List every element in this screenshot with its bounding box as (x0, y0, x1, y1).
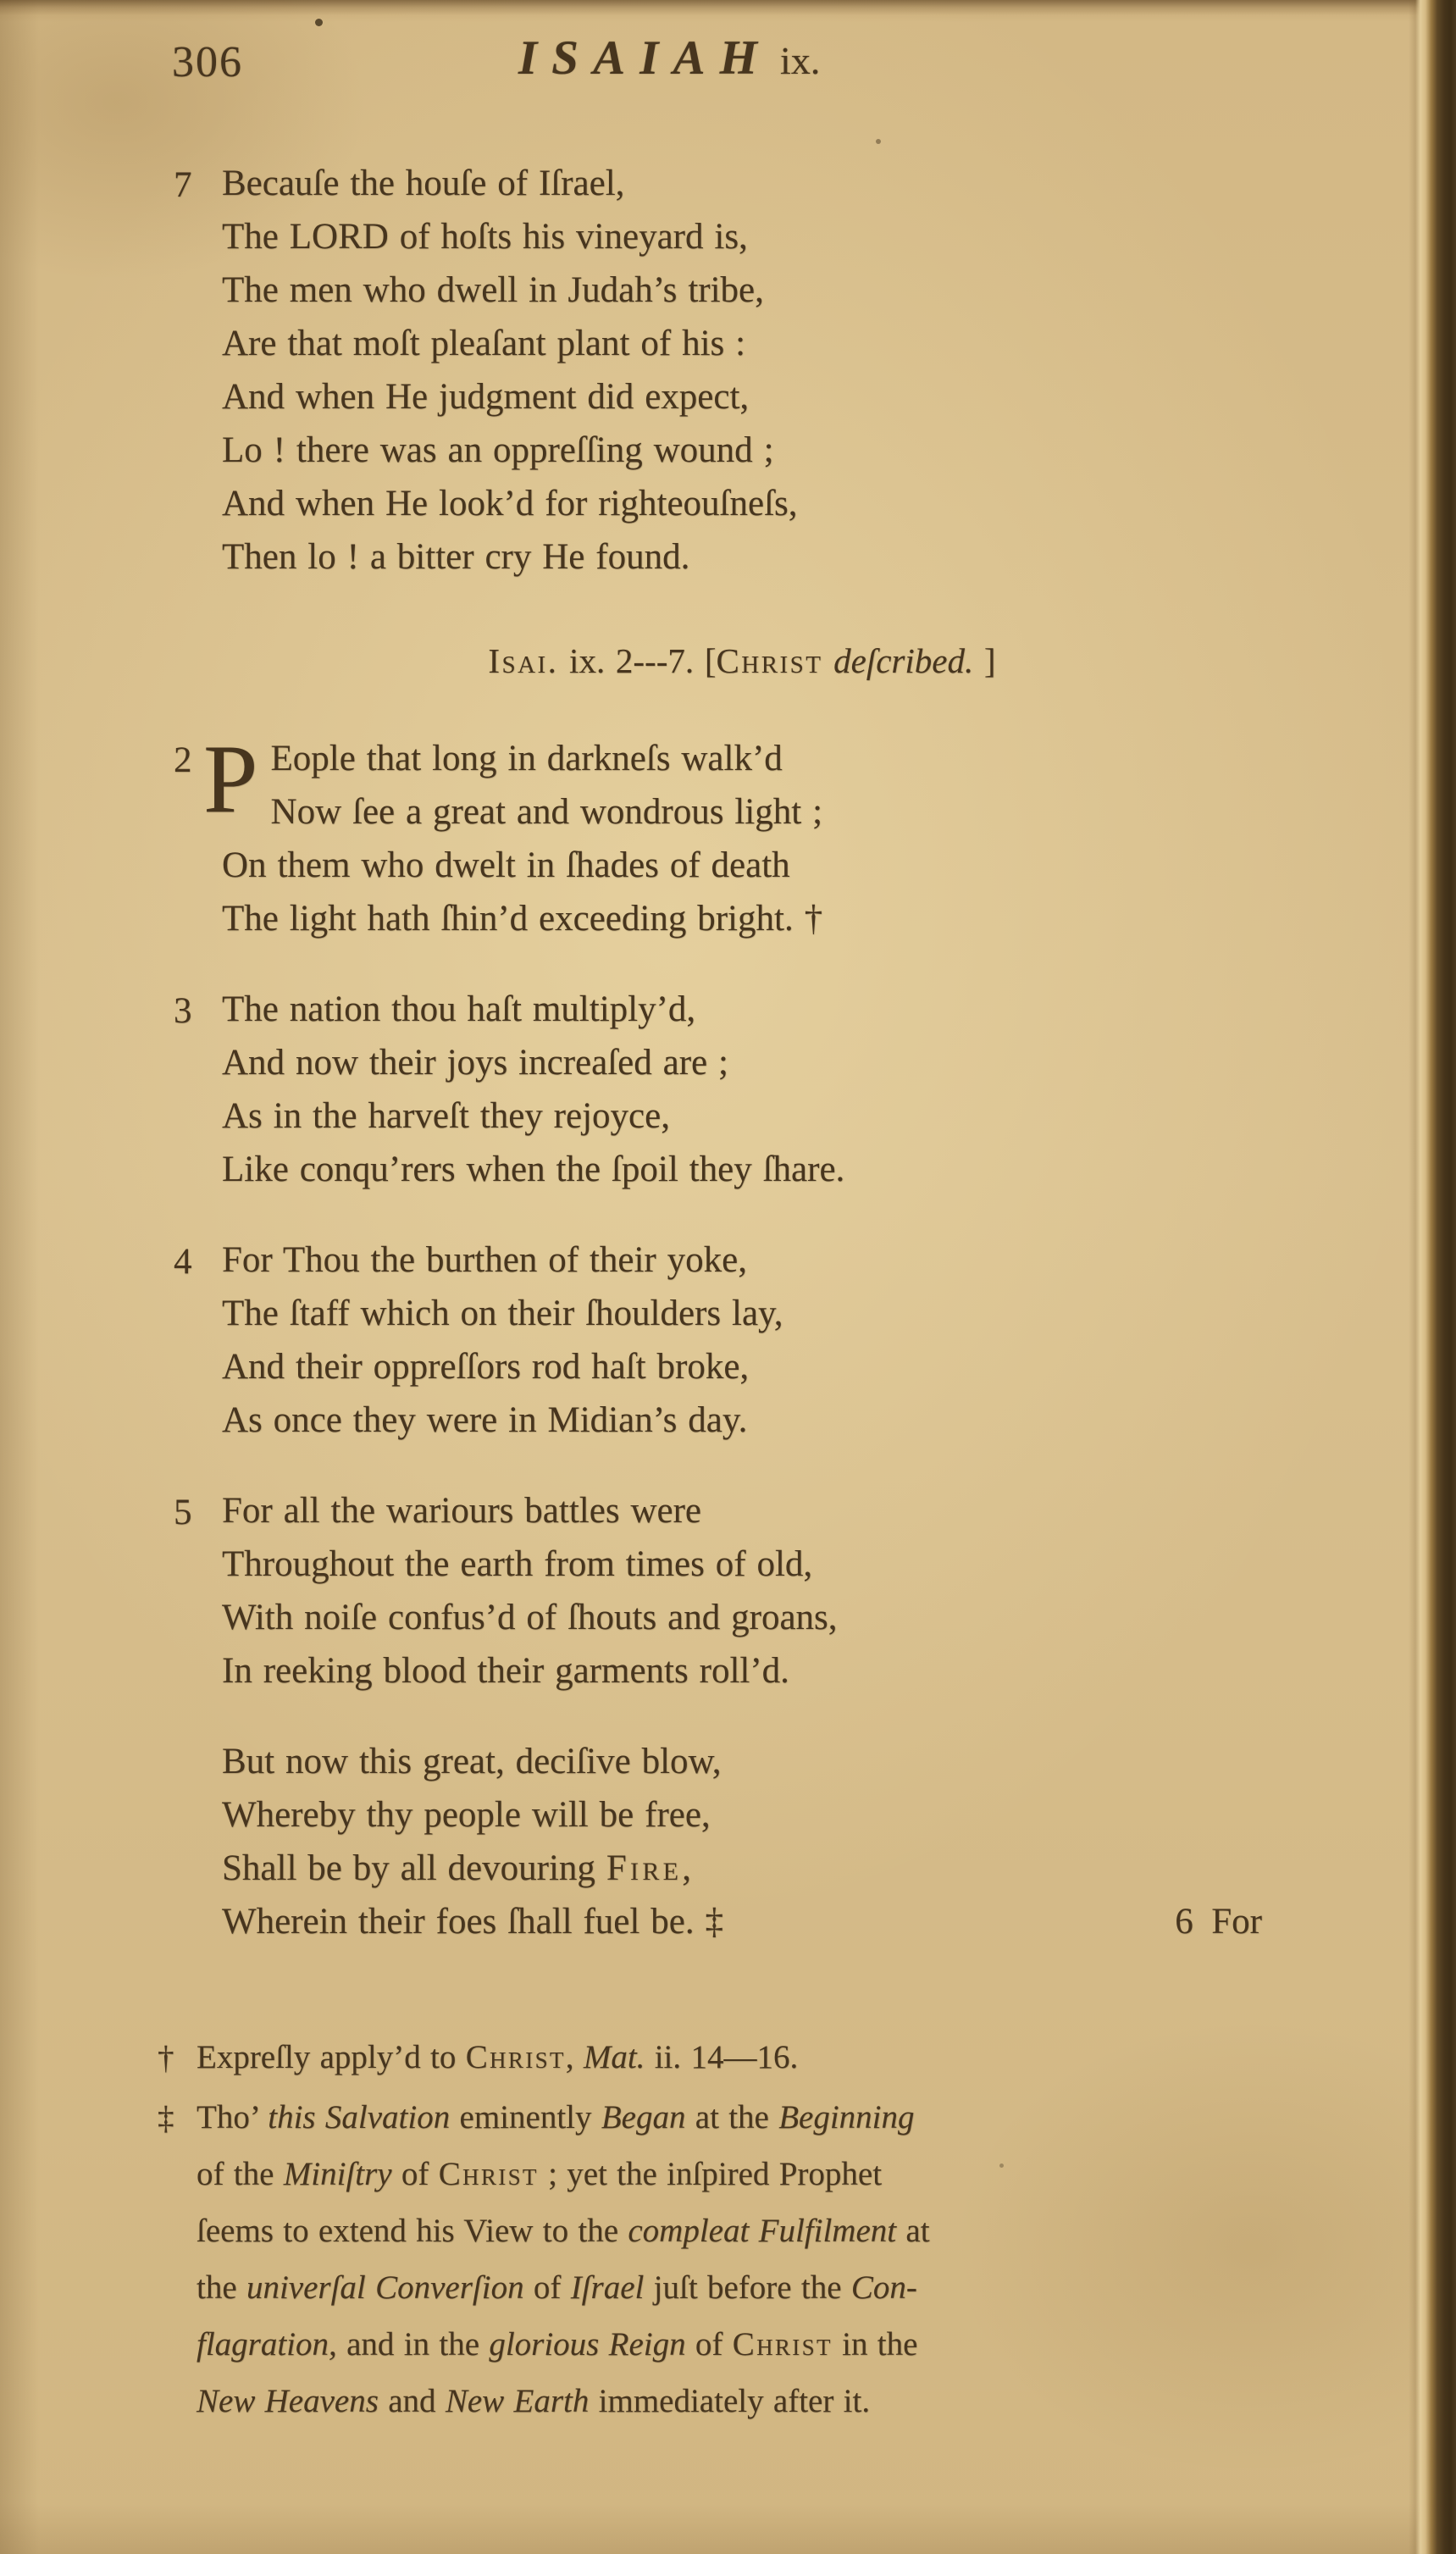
text-segment: and (378, 2383, 446, 2419)
text-segment: Began (601, 2099, 686, 2136)
poem-line: And when He judgment did expect, (222, 377, 750, 417)
poem-line: And when He look’d for righteouſneſs, (222, 484, 798, 524)
footnote-line (197, 2089, 1262, 2146)
text-segment: in the (832, 2326, 918, 2363)
poem-line: In reeking blood their garments roll’d. (222, 1651, 789, 1691)
poem-line: Wherein their foes ſhall fuel be. ‡ (222, 1902, 723, 1942)
text-segment: Expreſly apply’d to (197, 2039, 466, 2075)
verse-number: 4 (174, 1242, 192, 1282)
verse-number: 5 (174, 1493, 192, 1532)
text-segment: ii. 14—16. (645, 2039, 799, 2075)
footnote-line (197, 2029, 1262, 2086)
stanza-verse-7 (174, 157, 1262, 584)
page-number: 306 (172, 38, 243, 86)
poem-line: Becauſe the houſe of Iſrael, (222, 163, 625, 203)
text-segment: this Salvation (268, 2099, 451, 2136)
fire-line-post: , (682, 1848, 692, 1888)
text-segment: Mat. (583, 2039, 645, 2075)
footnote-double-dagger (158, 2089, 1262, 2429)
poem-line: Throughout the earth from times of old, (222, 1544, 813, 1584)
poem-line: The nation thou haſt multiply’d, (222, 989, 696, 1029)
poem-line: Like conqu’rers when the ſpoil they ſhare. (222, 1150, 845, 1189)
text-segment: ix. 2---7. [ (558, 641, 717, 680)
text-segment: compleat Fulfilment (628, 2213, 897, 2249)
poem-line: Eople that long in darkneſs walk’d (270, 739, 783, 778)
verse-number: 2 (174, 740, 192, 780)
text-segment: and in the (336, 2326, 490, 2363)
text-segment: of (523, 2269, 571, 2306)
fire-word: Fire (606, 1848, 683, 1888)
text-segment: New Earth (445, 2383, 590, 2419)
poem-line: Now ſee a great and wondrous light ; (270, 792, 823, 832)
text-segment: Christ (732, 2326, 833, 2363)
section-heading (222, 634, 1262, 688)
poem-line: Whereby thy people will be free, (222, 1795, 711, 1835)
text-segment: immediately after it. (589, 2383, 871, 2419)
text-segment: Tho’ (197, 2099, 269, 2136)
text-segment: Miniſtry (283, 2156, 392, 2192)
poem-line: Then lo ! a bitter cry He found. (222, 537, 690, 577)
drop-cap: P (203, 725, 258, 834)
page-body (158, 157, 1262, 2429)
text-segment: Isai. (488, 641, 559, 680)
poem-line: The men who dwell in Judah’s tribe, (222, 270, 764, 310)
poem-line: For all the wariours battles were (222, 1491, 701, 1531)
poem-line: The LORD of hoſts his vineyard is, (222, 217, 748, 257)
text-segment: Christ (438, 2156, 539, 2192)
poem-line: Are that moſt pleaſant plant of his : (222, 324, 746, 363)
footnote-dagger (158, 2029, 1262, 2086)
verse-number: 7 (174, 165, 192, 205)
verse-number: 3 (174, 991, 192, 1031)
text-segment: at (896, 2213, 930, 2249)
text-segment: ] (973, 641, 996, 680)
text-segment: Iſrael (570, 2269, 645, 2306)
text-segment (822, 641, 833, 680)
text-segment: juſt before the (644, 2269, 851, 2306)
text-segment: ; yet the inſpired Prophet (538, 2156, 883, 2192)
text-segment: ſeems to extend his View to the (197, 2213, 628, 2249)
poem-line: And now their joys increaſed are ; (222, 1043, 728, 1083)
catchword: 6 For (1175, 1902, 1262, 1942)
fire-line-pre: Shall be by all devouring (222, 1848, 606, 1888)
fire-line (222, 1842, 1262, 1895)
text-segment: Christ (465, 2039, 566, 2075)
double-dagger-marker: ‡ (158, 2100, 174, 2136)
poem-line: For Thou the burthen of their yoke, (222, 1240, 747, 1280)
stanza-verse-5 (174, 1484, 1262, 1698)
page-header (0, 0, 1456, 144)
page-right-edge (1409, 0, 1456, 2554)
text-segment: of the (197, 2156, 284, 2192)
stanza-verse-2 (174, 725, 1262, 945)
text-segment: eminently (450, 2099, 601, 2136)
poem-line: As in the harveſt they rejoyce, (222, 1096, 670, 1136)
text-segment: of (391, 2156, 439, 2192)
dagger-marker: † (158, 2040, 174, 2076)
text-segment: Con- (850, 2269, 917, 2306)
text-segment: deſcribed. (833, 641, 974, 680)
footnotes (158, 2029, 1262, 2429)
footnote-line (197, 2146, 1262, 2202)
text-segment: the (197, 2269, 246, 2306)
poem-line: Lo ! there was an oppreſſing wound ; (222, 430, 774, 470)
text-segment: at the (685, 2099, 779, 2136)
footnote-line (197, 2259, 1262, 2316)
poem-line-with-catchword (222, 1895, 1262, 1948)
poem-line: The light hath ſhin’d exceeding bright. † (222, 899, 823, 939)
poem-line: With noiſe confus’d of ſhouts and groans, (222, 1598, 838, 1637)
poem-line: On them who dwelt in ſhades of death (222, 845, 790, 885)
text-segment: Christ (716, 641, 823, 680)
running-title (518, 30, 820, 86)
running-title-book: ISAIAH (518, 31, 772, 85)
text-segment: flagration, (197, 2326, 337, 2363)
text-segment: glorious Reign (489, 2326, 686, 2363)
poem-line: But now this great, deciſive blow, (222, 1742, 722, 1781)
text-segment: Beginning (778, 2099, 915, 2136)
footnote-line (197, 2202, 1262, 2259)
stanza-verse-3 (174, 983, 1262, 1196)
running-title-chapter: ix. (780, 39, 821, 82)
stanza-final (222, 1735, 1262, 1948)
poem-line: As once they were in Midian’s day. (222, 1400, 748, 1440)
text-segment: New Heavens (197, 2383, 379, 2419)
footnote-line (197, 2316, 1262, 2373)
text-segment: of (685, 2326, 733, 2363)
text-segment: , (565, 2039, 584, 2075)
poem-line: And their oppreſſors rod haſt broke, (222, 1347, 750, 1387)
poem-line: The ſtaff which on their ſhoulders lay, (222, 1294, 783, 1333)
stanza-verse-4 (174, 1233, 1262, 1447)
text-segment: univerſal Converſion (246, 2269, 524, 2306)
footnote-line (197, 2373, 1262, 2429)
